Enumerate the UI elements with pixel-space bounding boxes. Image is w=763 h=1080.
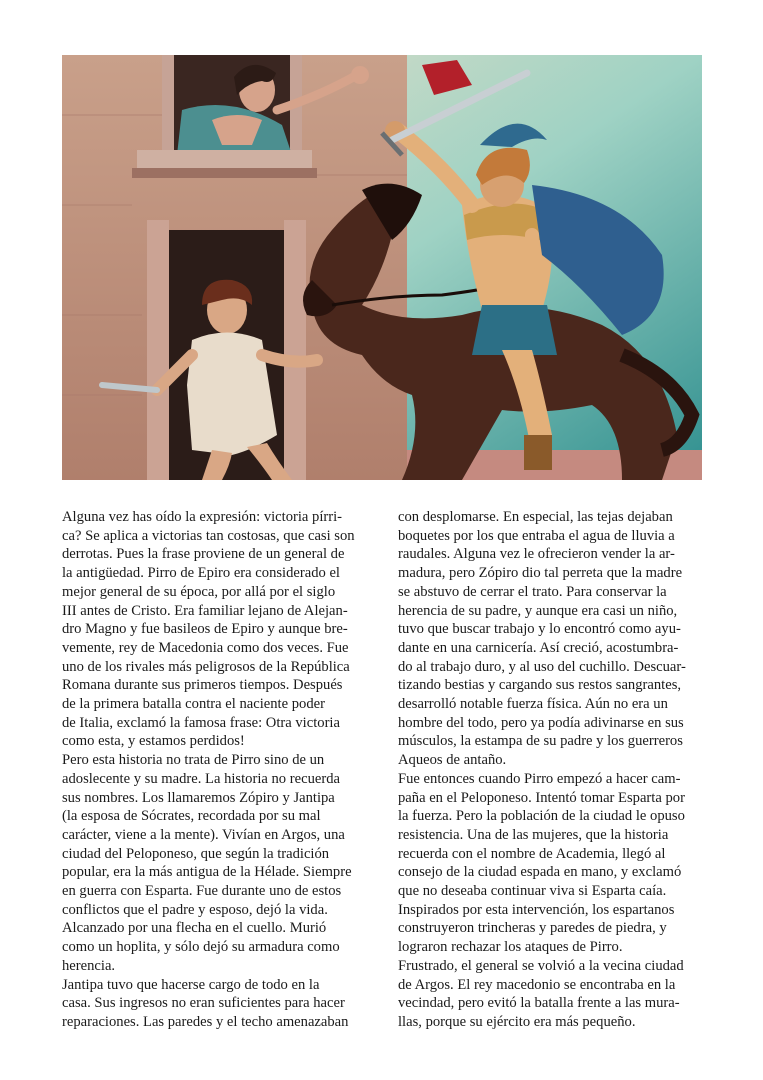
text-line: Frustrado, el general se volvió a la vecina ciudad [398,957,684,974]
text-line: uno de los rivales más peligrosos de la República [62,658,350,675]
paragraph [398,770,703,957]
text-line: llas, porque su ejército era más pequeño. [398,1013,636,1030]
text-line: sus nombres. Los llamaremos Zópiro y Jantipa [62,789,335,806]
text-line: reparaciones. Las paredes y el techo amenazaban [62,1013,349,1030]
text-line: Alguna vez has oído la expresión: victoria pírri- [62,509,343,525]
text-line: do al trabajo duro, y al uso del cuchillo. Descuar- [398,658,686,675]
text-line: resistencia. Una de las mujeres, que la historia [398,826,669,843]
text-line: tuvo que buscar trabajo y lo encontró como ayu- [398,621,681,638]
text-line: derrotas. Pues la frase proviene de un general de [62,546,345,563]
text-line: músculos, la estampa de su padre y los guerreros [398,733,683,750]
text-line: popular, era la más antigua de la Hélade. Siempre [62,864,352,881]
text-line: de Italia, exclamó la famosa frase: Otra victoria [62,714,340,731]
text-line: herencia. [62,957,116,974]
text-line: dante en una carnicería. Así creció, acostumbra- [398,639,679,656]
illustration [62,55,702,480]
text-line: desarrolló notable fuerza física. Aún no era un [398,696,668,713]
text-column-right [398,508,703,1032]
paragraph [62,751,367,975]
text-line: mejor general de su época, por allá por el siglo [62,583,336,600]
paragraph [398,508,703,770]
text-line: de Argos. El rey macedonio se encontraba en la [398,976,676,993]
text-line: con desplomarse. En especial, las tejas dejaban [398,509,673,525]
text-line: la antigüedad. Pirro de Epiro era considerado el [62,565,340,582]
text-line: (la esposa de Sócrates, recordada por su mal [62,808,321,825]
text-line: Inspirados por esta intervención, los espartanos [398,901,675,918]
text-line: III antes de Cristo. Era familiar lejano de Alejan- [62,602,348,619]
text-line: Aqueos de antaño. [398,752,507,769]
text-line: recuerda con el nombre de Academia, llegó al [398,845,666,862]
text-line: carácter, viene a la mente). Vivían en Argos, una [62,826,345,843]
painting-pyrrhus-attack-icon [62,55,702,480]
text-line: dro Magno y fue basileos de Epiro y aunque bre- [62,621,348,638]
text-line: Jantipa tuvo que hacerse cargo de todo en la [62,976,320,993]
text-line: vecindad, pero evitó la batalla frente a las mura- [398,995,680,1012]
text-line: Alcanzado por una flecha en el cuello. Murió [62,920,327,937]
text-line: de la primera batalla contra el naciente poder [62,696,325,713]
text-line: Pero esta historia no trata de Pirro sino de un [62,752,325,769]
paragraph [62,508,367,751]
text-line: como esta, y estamos perdidos! [62,733,245,750]
text-line: Fue entonces cuando Pirro empezó a hacer cam- [398,770,681,787]
text-line: tizando bestias y cargando sus restos sangrantes, [398,677,682,694]
text-line: consejo de la ciudad espada en mano, y exclamó [398,864,682,881]
text-line: que no deseaba continuar viva si Esparta caía. [398,883,667,900]
text-line: construyeron trincheras y paredes de piedra, y [398,920,667,937]
text-line: casa. Sus ingresos no eran suficientes para hacer [62,995,345,1012]
text-column-left [62,508,367,1032]
text-line: ca? Se aplica a victorias tan costosas, que casi son [62,527,355,544]
paragraph [398,957,703,1032]
text-line: ciudad del Peloponeso, que según la tradición [62,845,330,862]
text-line: lograron rechazar los ataques de Pirro. [398,939,623,956]
text-line: Romana durante sus primeros tiempos. Después [62,677,343,694]
text-line: boquetes por los que entraba el agua de lluvia a [398,527,675,544]
text-line: hombre del todo, pero ya podía adivinarse en sus [398,714,684,731]
text-line: madura, pero Zópiro dio tal perreta que la madre [398,565,683,582]
text-line: paña en el Peloponeso. Intentó tomar Esparta por [398,789,685,806]
paragraph [62,976,367,1032]
text-line: conflictos que el padre y esposo, dejó la vida. [62,901,328,918]
text-line: se abstuvo de cerrar el trato. Para conservar la [398,583,667,600]
text-line: herencia de su padre, y aunque era casi un niño, [398,602,678,619]
text-line: como un hoplita, y sólo dejó su armadura como [62,939,340,956]
text-line: la fuerza. Pero la población de la ciudad le opuso [398,808,685,825]
text-line: raudales. Alguna vez le ofrecieron vender la ar- [398,546,675,563]
text-line: vemente, rey de Macedonia como dos veces. Fue [62,639,349,656]
text-line: en guerra con Esparta. Fue durante uno de estos [62,883,342,900]
text-line: adoslecente y su madre. La historia no recuerda [62,770,340,787]
